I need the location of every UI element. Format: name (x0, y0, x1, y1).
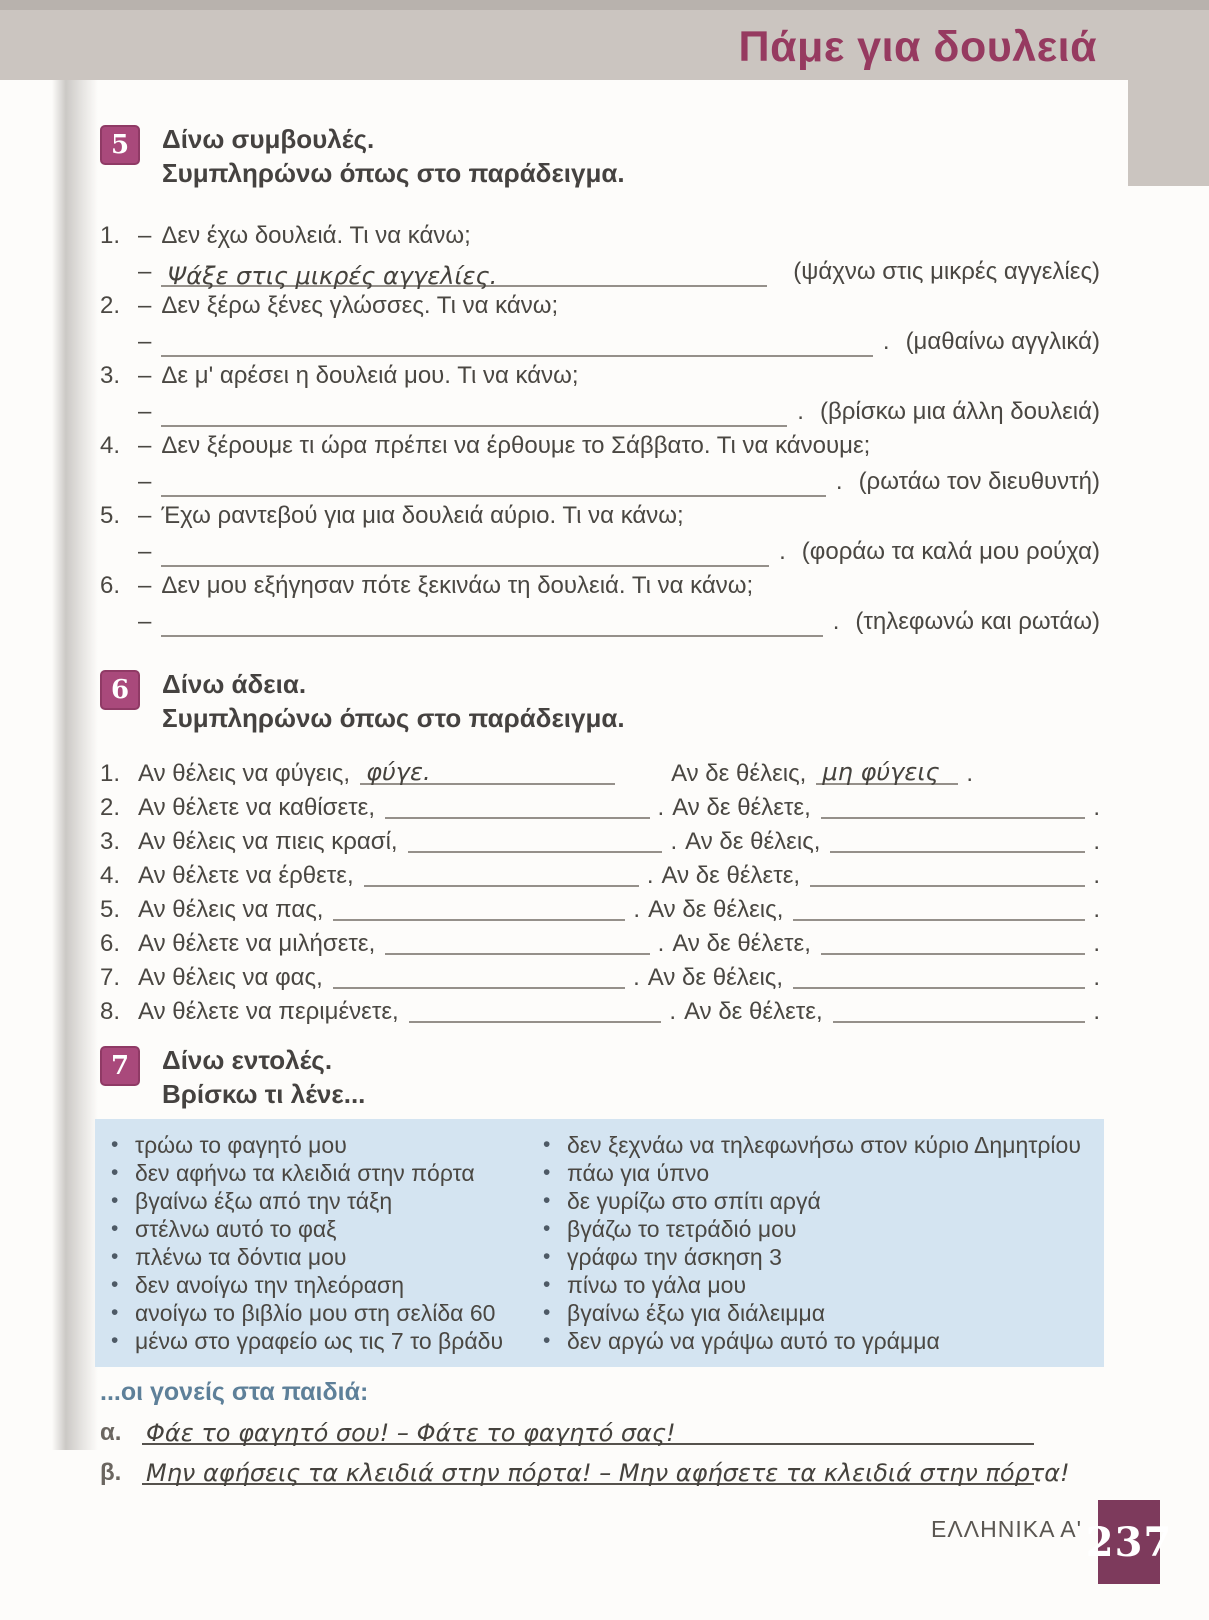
handwritten-answer: Ψάξε στις μικρές αγγελίες. (167, 262, 498, 290)
page-title: Πάμε για δουλειά (738, 23, 1097, 71)
exercise-5-title-line2: Συμπληρώνω όπως στο παράδειγμα. (162, 158, 625, 188)
answer-blank (810, 861, 1085, 887)
clause-text: Αν θέλεις να φύγεις, (138, 760, 351, 787)
handwritten-answer: Μην αφήσεις τα κλειδιά στην πόρτα! – Μην αφήσετε τα κλειδιά στην πόρτα! (146, 1459, 1070, 1487)
clause-text: Αν δε θέλεις, (685, 828, 821, 855)
exercise-5-item (100, 360, 1100, 427)
page-footer (931, 1500, 1209, 1584)
bullet-icon: • (543, 1189, 551, 1212)
exercise-5-item (100, 220, 1100, 290)
bullet-icon: • (111, 1273, 119, 1296)
exercise-7-title (162, 1043, 365, 1111)
answer-marker: α. (100, 1419, 122, 1446)
answer-blank (364, 861, 639, 887)
command-item (111, 1187, 543, 1215)
exercise-5-item (100, 290, 1100, 357)
command-text: δεν ξεχνάω να τηλεφωνήσω στον κύριο Δημητρίου (567, 1132, 1081, 1158)
answer-blank (161, 259, 767, 290)
answer-blank (333, 895, 625, 921)
answer-blank (793, 895, 1085, 921)
item-number: 1. (100, 222, 121, 249)
answer-blank (793, 963, 1085, 989)
command-text: βγάζω το τετράδιό μου (567, 1216, 797, 1242)
answer-blank (161, 539, 769, 567)
clause-text: Αν δε θέλετε, (661, 862, 801, 889)
exercise-5 (100, 122, 1100, 637)
command-item (111, 1215, 543, 1243)
dialogue-dash: – (138, 572, 152, 599)
answer-line (100, 254, 1100, 290)
commands-left-column (111, 1131, 543, 1355)
sentence-period: . (633, 896, 641, 923)
sentence-period: . (1093, 896, 1100, 923)
clause-text: Αν θέλετε να περιμένετε, (138, 998, 399, 1025)
answer-line (100, 534, 1100, 567)
exercise-6-title (162, 667, 625, 735)
exercise-6-item (100, 859, 1100, 893)
question-text: Δεν μου εξήγησαν πότε ξεκινάω τη δουλειά. Τι να κάνω; (161, 572, 754, 599)
question-line (100, 430, 1100, 461)
item-number: 2. (100, 794, 121, 821)
clause-text: Αν θέλεις να πιεις κρασί, (138, 828, 398, 855)
command-item (543, 1187, 1098, 1215)
command-text: βγαίνω έξω για διάλειμμα (567, 1300, 826, 1326)
command-text: γράφω την άσκηση 3 (567, 1244, 782, 1270)
dialogue-dash: – (138, 538, 152, 565)
sentence-period: . (779, 538, 786, 565)
sentence-period: . (1093, 862, 1100, 889)
command-text: στέλνω αυτό το φαξ (135, 1216, 337, 1242)
bullet-icon: • (111, 1161, 119, 1184)
command-text: πλένω τα δόντια μου (135, 1244, 347, 1270)
clause-text: Αν δε θέλεις, (647, 964, 784, 991)
answer-line (100, 324, 1100, 357)
bullet-icon: • (111, 1133, 119, 1156)
bullet-icon: • (111, 1301, 119, 1324)
exercise-6-item (100, 757, 1100, 791)
command-item (543, 1131, 1098, 1159)
clause-text: Αν θέλετε να έρθετε, (138, 862, 354, 889)
item-number: 3. (100, 828, 121, 855)
command-text: μένω στο γραφείο ως τις 7 το βράδυ (135, 1328, 504, 1354)
sentence-period: . (1093, 998, 1101, 1025)
bullet-icon: • (543, 1133, 551, 1156)
answer-blank (161, 469, 826, 497)
answer-blank (830, 827, 1085, 853)
question-text: Έχω ραντεβού για μια δουλειά αύριο. Τι να κάνω; (161, 502, 684, 529)
answer-blank (161, 329, 873, 357)
exercise-7-header (100, 1043, 1100, 1111)
command-text: δεν αργώ να γράψω αυτό το γράμμα (567, 1328, 940, 1354)
command-item (111, 1159, 543, 1187)
question-line (100, 360, 1100, 391)
item-number: 3. (100, 362, 121, 389)
question-line (100, 220, 1100, 251)
bullet-icon: • (111, 1217, 119, 1240)
bullet-icon: • (111, 1329, 119, 1352)
answer-blank (409, 997, 662, 1023)
dialogue-dash: – (138, 292, 152, 319)
question-text: Δε μ' αρέσει η δουλειά μου. Τι να κάνω; (161, 362, 579, 389)
item-number: 2. (100, 292, 121, 319)
sentence-period: . (1093, 828, 1100, 855)
dialogue-dash: – (138, 432, 152, 459)
page-header (0, 10, 1209, 80)
sentence-period: . (966, 760, 974, 787)
exercise-6-item (100, 927, 1100, 961)
hint-text: (βρίσκω μια άλλη δουλειά) (819, 398, 1100, 425)
dialogue-dash: – (138, 608, 152, 635)
answer-line (100, 604, 1100, 637)
answer-blank (816, 759, 958, 785)
exercise-5-header (100, 122, 1100, 190)
clause-text: Αν δε θέλεις, (648, 896, 784, 923)
command-text: ανοίγω το βιβλίο μου στη σελίδα 60 (135, 1300, 496, 1326)
sentence-period: . (646, 862, 654, 889)
command-item (543, 1243, 1098, 1271)
exercise-5-item (100, 500, 1100, 567)
dialogue-dash: – (138, 222, 152, 249)
answer-line (100, 464, 1100, 497)
question-line (100, 290, 1100, 321)
item-number: 5. (100, 896, 121, 923)
bullet-icon: • (543, 1161, 551, 1184)
question-line (100, 500, 1100, 531)
bullet-icon: • (111, 1189, 119, 1212)
command-item (543, 1215, 1098, 1243)
clause-text: Αν δε θέλετε, (672, 930, 811, 957)
hint-text: (τηλεφωνώ και ρωτάω) (855, 608, 1100, 635)
question-text: Δεν ξέρουμε τι ώρα πρέπει να έρθουμε το Σάββατο. Τι να κάνουμε; (161, 432, 871, 459)
answer-line (100, 394, 1100, 427)
header-corner-block (1128, 80, 1209, 186)
command-item (543, 1159, 1098, 1187)
item-number: 6. (100, 930, 121, 957)
command-text: βγαίνω έξω από την τάξη (135, 1188, 393, 1214)
book-title: ΕΛΛΗΝΙΚΑ Α' (931, 1516, 1082, 1542)
exercise-6-item (100, 995, 1100, 1029)
clause-text: Αν θέλεις να πας, (138, 896, 324, 923)
sentence-period: . (832, 608, 840, 635)
header-top-strip (0, 0, 1209, 10)
exercise-6-header (100, 667, 1100, 735)
clause-text: Αν θέλετε να καθίσετε, (138, 794, 375, 821)
sentence-period: . (1093, 964, 1100, 991)
binding-shadow (52, 80, 98, 1450)
question-text: Δεν ξέρω ξένες γλώσσες. Τι να κάνω; (161, 292, 559, 319)
exercise-7-title-line2: Βρίσκω τι λένε... (162, 1079, 366, 1109)
dialogue-dash: – (138, 502, 152, 529)
exercise-6-item (100, 791, 1100, 825)
page-number: 237 (1085, 1518, 1173, 1566)
sentence-period: . (657, 794, 665, 821)
handwritten-answer: φύγε. (366, 758, 431, 786)
sentence-period: . (1093, 794, 1100, 821)
sentence-period: . (797, 398, 804, 425)
exercise-6-title-line1: Δίνω άδεια. (162, 669, 307, 699)
item-number: 1. (100, 760, 121, 787)
item-number: 5. (100, 502, 121, 529)
command-text: πίνω το γάλα μου (567, 1272, 747, 1298)
answer-blank (142, 1453, 1070, 1487)
item-number: 4. (100, 432, 121, 459)
hint-text: (μαθαίνω αγγλικά) (905, 328, 1100, 355)
clause-text: Αν δε θέλετε, (684, 998, 823, 1025)
command-item (543, 1327, 1098, 1355)
exercise-5-title (162, 122, 625, 190)
command-text: δε γυρίζω στο σπίτι αργά (567, 1188, 821, 1214)
bullet-icon: • (543, 1329, 551, 1352)
exercise-6-item (100, 825, 1100, 859)
handwritten-answer: μη φύγεις (822, 758, 940, 786)
sentence-period: . (1093, 930, 1100, 957)
exercise-5-item (100, 430, 1100, 497)
hint-text: (ψάχνω στις μικρές αγγελίες) (793, 258, 1100, 285)
command-text: τρώω το φαγητό μου (135, 1132, 347, 1158)
sentence-period: . (669, 998, 677, 1025)
exercise-5-items (100, 220, 1100, 637)
bullet-icon: • (543, 1245, 551, 1268)
answer-blank (161, 609, 822, 637)
exercise-7 (100, 1043, 1100, 1487)
command-item (543, 1299, 1098, 1327)
hint-text: (φοράω τα καλά μου ρούχα) (801, 538, 1100, 565)
item-number: 4. (100, 862, 121, 889)
bullet-icon: • (543, 1217, 551, 1240)
question-text: Δεν έχω δουλειά. Τι να κάνω; (161, 222, 471, 249)
page-content (100, 122, 1100, 1487)
dialogue-dash: – (138, 328, 152, 355)
exercise-6-badge: 6 (100, 670, 140, 710)
answer-marker: β. (100, 1459, 122, 1486)
command-item (543, 1271, 1098, 1299)
sentence-period: . (633, 964, 640, 991)
answer-blank (408, 827, 663, 853)
commands-box (95, 1119, 1104, 1367)
clause-text: Αν θέλετε να μιλήσετε, (138, 930, 376, 957)
sentence-period: . (657, 930, 665, 957)
exercise-6-item (100, 961, 1100, 995)
dialogue-dash: – (138, 362, 152, 389)
exercise-6-title-line2: Συμπληρώνω όπως στο παράδειγμα. (162, 703, 625, 733)
answers-section-label: ...οι γονείς στα παιδιά: (100, 1378, 369, 1406)
answer-line-a (100, 1407, 1100, 1447)
item-number: 8. (100, 998, 121, 1025)
exercise-6-item (100, 893, 1100, 927)
command-text: πάω για ύπνο (567, 1160, 710, 1186)
clause-text: Αν δε θέλετε, (672, 794, 811, 821)
answer-blank (833, 997, 1086, 1023)
bullet-icon: • (111, 1245, 119, 1268)
command-item (111, 1327, 543, 1355)
sentence-period: . (670, 828, 678, 855)
command-text: δεν αφήνω τα κλειδιά στην πόρτα (135, 1160, 475, 1186)
exercise-6-items (100, 757, 1100, 1029)
answer-blank (821, 929, 1085, 955)
dialogue-dash: – (138, 398, 152, 425)
page-number-box (1085, 1500, 1173, 1584)
answer-blank (821, 793, 1086, 819)
exercise-5-item (100, 570, 1100, 637)
bullet-icon: • (543, 1273, 551, 1296)
commands-right-column (543, 1131, 1098, 1355)
sentence-period: . (882, 328, 890, 355)
answer-blank (360, 759, 615, 785)
command-item (111, 1131, 543, 1159)
bullet-icon: • (543, 1301, 551, 1324)
answer-line-b (100, 1447, 1100, 1487)
item-number: 6. (100, 572, 121, 599)
answer-blank (333, 963, 625, 989)
hint-text: (ρωτάω τον διευθυντή) (858, 468, 1100, 495)
exercise-7-badge: 7 (100, 1046, 140, 1086)
dialogue-dash: – (138, 258, 152, 285)
command-item (111, 1299, 543, 1327)
command-text: δεν ανοίγω την τηλεόραση (135, 1272, 405, 1298)
clause-text: Αν θέλεις να φας, (138, 964, 323, 991)
dialogue-dash: – (138, 468, 152, 495)
answer-blank (142, 1413, 1034, 1445)
exercise-6 (100, 667, 1100, 1029)
command-item (111, 1243, 543, 1271)
command-item (111, 1271, 543, 1299)
answer-blank (385, 793, 650, 819)
sentence-period: . (835, 468, 843, 495)
answer-blank (161, 399, 787, 427)
handwritten-answer: Φάε το φαγητό σου! – Φάτε το φαγητό σας! (146, 1419, 676, 1447)
clause-text: Αν δε θέλεις, (671, 760, 807, 787)
exercise-5-badge: 5 (100, 125, 140, 165)
exercise-7-title-line1: Δίνω εντολές. (162, 1045, 333, 1075)
exercise-5-title-line1: Δίνω συμβουλές. (162, 124, 375, 154)
question-line (100, 570, 1100, 601)
answer-blank (385, 929, 649, 955)
item-number: 7. (100, 964, 121, 991)
